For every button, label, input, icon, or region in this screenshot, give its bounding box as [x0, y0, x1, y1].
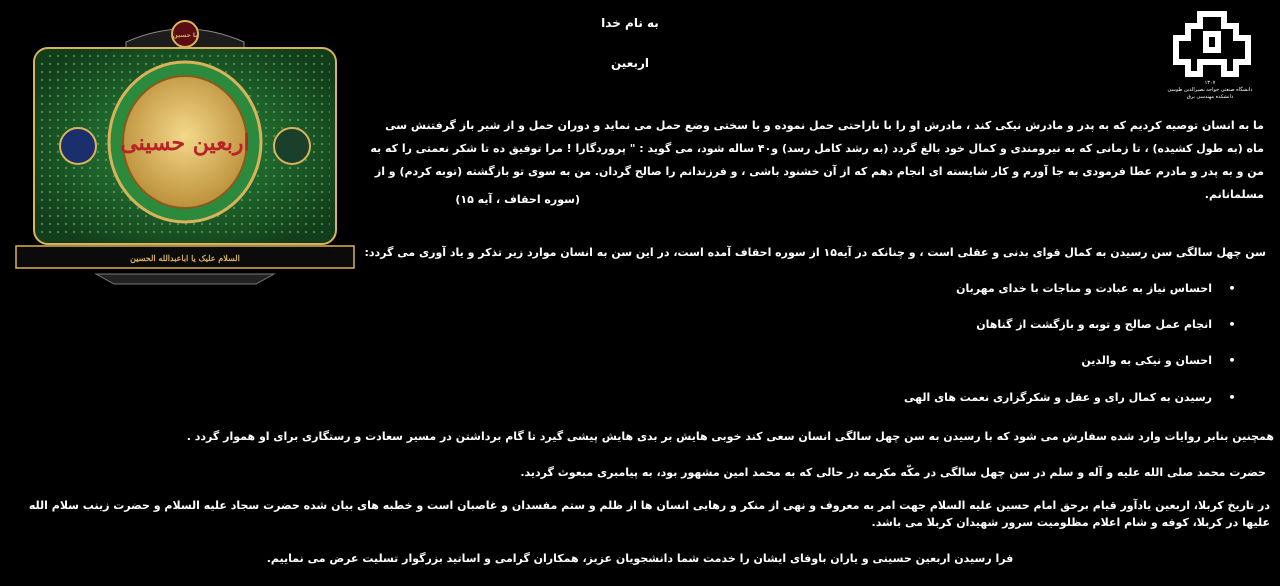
list-item [552, 282, 1252, 295]
right-medallion-icon [274, 128, 310, 164]
banner-strip-text: السلام علیک یا اباعبدالله الحسین [130, 253, 240, 263]
page-subtitle: اربعین [611, 56, 649, 70]
list-item-text: رسیدن به کمال رای و عقل و شکرگزاری نعمت های الهی [903, 391, 1212, 404]
hadith-paragraph: همچنین بنابر روایات وارد شده سفارش می شود که با رسیدن به سن چهل سالگی انسان سعی کند خوبی هایش بر بدی هایش پیشی گیرد تا گام برداشتن در مسیر سعادت و رستگاری برای او هموار گردد . [186, 430, 1274, 443]
logo-caption [1160, 80, 1260, 101]
logo-year: ۱۳۰۷ [1204, 80, 1216, 86]
list-item-text: احساس نیاز به عبادت و مناجات با خدای مهربان [956, 282, 1212, 295]
left-medallion-icon [60, 128, 96, 164]
list-item [552, 318, 1252, 331]
svg-text:یا حسین: یا حسین [172, 32, 198, 39]
list-item-text: احسان و نیکی به والدین [1081, 354, 1212, 367]
condolence-paragraph: فرا رسیدن اربعین حسینی و یاران باوفای ایشان را خدمت شما دانشجویان عزیز، همکاران گرامی و اساتید بزرگوار تسلیت عرض می نماییم. [266, 552, 1014, 565]
verse-reference: (سوره احقاف ، آیه ۱۵) [455, 193, 580, 206]
bullet-icon: • [1228, 282, 1236, 295]
quran-verse: ما به انسان توصیه کردیم که به پدر و مادرش نیکی کند ، مادرش او را با ناراحتی حمل نموده و با سختی وضع حمل می نماید و دوران حمل و از شیر باز گرفتنش سی ماه (به طول کشیده) ، تا زمانی که به نیرومندی و کمال خود بالغ گردد (به رشد کامل رسد) و۴۰ ساله شود، می گوید : " پروردگارا ! مرا توفیق ده تا شکر نعمتی را که به من و به پدر و مادرم عطا فرمودی به جا آورم و کار شایسته ای انجام دهم که از آن خشنود باشی ، و فرزندانم را صالح گردان. من به سوی تو بازگشته (توبه کردم) و از مسلمانانم. [370, 119, 1264, 201]
bullet-icon: • [1228, 318, 1236, 331]
list-item [552, 354, 1252, 367]
list-item-text: انجام عمل صالح و توبه و بازگشت از گناهان [976, 318, 1212, 331]
logo-caption-line2: دانشکده مهندسی برق [1186, 94, 1234, 100]
karbala-paragraph: در تاریخ کربلا، اربعین یادآور قیام برحق امام حسین علیه السلام جهت امر به معروف و نهی از منکر و رهایی انسان ها از ظلم و ستم مفسدان و غاصبان است و خطبه های بیان شده حضرت سجاد علیه السلام و حضرت زینب سلام الله علیها در کربلا، کوفه و شام اعلام مظلومیت سرور شهیدان کربلا می باشد. [28, 499, 1270, 529]
prophet-paragraph: حضرت محمد صلی الله علیه و آله و سلم در سن چهل سالگی در مکّه مکرمه در حالی که به محمد امین مشهور بود، به پیامبری مبعوث گردید. [520, 466, 1266, 479]
logo-caption-line1: دانشگاه صنعتی خواجه نصیرالدین طوسی [1167, 87, 1253, 93]
bullet-icon: • [1228, 354, 1236, 367]
page-title: به نام خدا [601, 16, 659, 30]
intro-paragraph: سن چهل سالگی سن رسیدن به کمال قوای بدنی و عقلی است ، و چنانکه در آیه۱۵ از سوره احقاف آمده است، در این سن به انسان موارد زیر تذکر و یاد آوری می گردد: [364, 246, 1266, 259]
list-item [552, 391, 1252, 404]
bullet-icon: • [1228, 391, 1236, 404]
banner-calligraphy: اربعین حسینی [120, 130, 250, 156]
